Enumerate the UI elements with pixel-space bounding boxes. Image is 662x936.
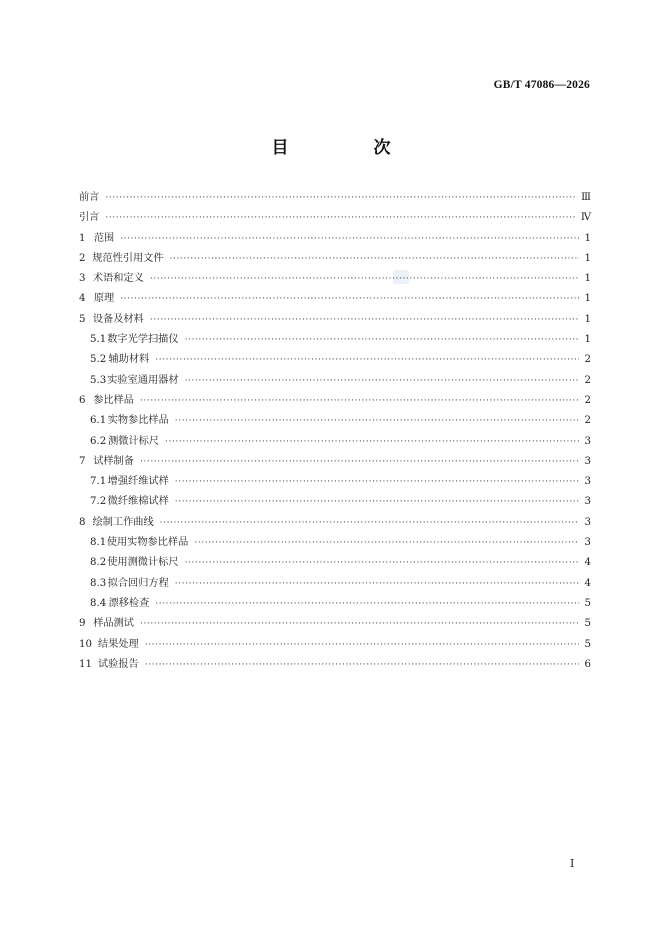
- toc-entry-label: 结果处理: [97, 638, 139, 650]
- toc-leader-dots: [175, 472, 579, 492]
- toc-entry-page: 2: [584, 415, 591, 427]
- toc-entry-label: 漂移检查: [108, 597, 150, 609]
- toc-entry-label: 设备及材料: [92, 313, 144, 325]
- toc-entry-label: 绘制工作曲线: [92, 516, 154, 528]
- toc-entry-label: 辅助材料: [108, 354, 150, 366]
- toc-entry-page: 4: [584, 557, 591, 569]
- toc-leader-dots: [185, 371, 579, 391]
- toc-entry-label: 数字光学扫描仪: [107, 334, 179, 346]
- toc-entry-page: 1: [584, 252, 591, 264]
- toc-entry-label: 样品测试: [93, 618, 134, 630]
- toc-entry-label: 术语和定义: [92, 273, 144, 285]
- toc-leader-dots: [160, 513, 579, 533]
- toc-entry-page: 1: [584, 313, 591, 325]
- toc-leader-dots: [140, 452, 579, 472]
- toc-entry-label: 前言: [79, 192, 100, 203]
- toc-entry-number: 8.3: [90, 577, 107, 589]
- toc-leader-dots: [175, 411, 579, 431]
- page-number: I: [570, 857, 575, 870]
- toc-entry[interactable]: [79, 310, 591, 330]
- toc-entry-number: 5.2: [90, 354, 107, 366]
- toc-leader-dots: [120, 229, 579, 249]
- toc-entry[interactable]: [79, 330, 591, 350]
- toc-entry-page: 3: [584, 435, 591, 447]
- toc-entry[interactable]: [79, 655, 591, 675]
- toc-leader-dots: [145, 655, 579, 675]
- toc-entry-number: 5: [79, 313, 86, 325]
- toc-entry-label: 试验报告: [97, 658, 139, 670]
- toc-entry-page: 3: [584, 455, 591, 467]
- toc-entry-page: 4: [584, 577, 591, 589]
- toc-leader-dots: [150, 269, 579, 289]
- toc-entry-page: 2: [584, 374, 591, 386]
- toc-entry-number: 3: [79, 273, 86, 285]
- toc-leader-dots: [105, 188, 577, 208]
- toc-entry[interactable]: [79, 492, 591, 512]
- toc-entry[interactable]: [79, 371, 591, 391]
- toc-entry-page: 1: [584, 232, 591, 244]
- toc-entry[interactable]: [79, 411, 591, 431]
- toc-entry-label: 原理: [93, 293, 115, 305]
- toc-entry[interactable]: [79, 513, 591, 533]
- toc-entry-label: 参比样品: [93, 394, 134, 406]
- toc-entry[interactable]: [79, 249, 591, 269]
- toc-leader-dots: [145, 635, 579, 655]
- toc-entry[interactable]: [79, 472, 591, 492]
- toc-entry-page: 3: [584, 516, 591, 528]
- table-of-contents: [79, 188, 591, 675]
- toc-entry[interactable]: [79, 269, 591, 289]
- toc-entry[interactable]: [79, 432, 591, 452]
- toc-leader-dots: [150, 310, 579, 330]
- toc-entry[interactable]: [79, 553, 591, 573]
- toc-entry-label: 增强纤维试样: [107, 476, 169, 488]
- toc-entry-number: 6.1: [90, 415, 107, 427]
- toc-entry[interactable]: [79, 533, 591, 553]
- toc-entry-label: 实物参比样品: [107, 415, 169, 427]
- toc-entry-page: Ⅲ: [581, 192, 591, 203]
- standard-code: GB/T 47086—2026: [493, 79, 590, 91]
- toc-leader-dots: [105, 208, 576, 228]
- toc-entry[interactable]: [79, 289, 591, 309]
- toc-entry-number: 4: [79, 293, 86, 305]
- toc-entry-label: 拟合回归方程: [107, 577, 169, 589]
- toc-entry-label: 微纤维棉试样: [107, 496, 169, 508]
- toc-entry-number: 7.2: [90, 496, 107, 508]
- toc-entry-number: 7: [79, 455, 86, 467]
- toc-entry-label: 使用实物参比样品: [106, 537, 189, 549]
- toc-entry[interactable]: [79, 391, 591, 411]
- toc-entry-number: 5.3: [90, 374, 107, 386]
- toc-entry-number: 7.1: [90, 476, 107, 488]
- toc-entry-number: 8.4: [90, 597, 107, 609]
- toc-entry-page: 1: [584, 273, 591, 285]
- toc-leader-dots: [170, 249, 579, 269]
- toc-leader-dots: [155, 350, 579, 370]
- toc-entry-page: 3: [584, 496, 591, 508]
- toc-entry[interactable]: [79, 208, 591, 228]
- toc-entry-number: 10: [79, 638, 92, 650]
- toc-entry-label: 测微计标尺: [108, 435, 160, 447]
- toc-entry[interactable]: [79, 350, 591, 370]
- toc-entry-label: 引言: [79, 212, 100, 224]
- toc-entry-label: 范围: [93, 232, 115, 244]
- toc-entry[interactable]: [79, 635, 591, 655]
- toc-entry[interactable]: [79, 614, 591, 634]
- toc-entry-label: 使用测微计标尺: [107, 557, 179, 569]
- page-title: 目 次: [271, 138, 425, 158]
- toc-leader-dots: [175, 574, 579, 594]
- toc-entry-label: 实验室通用器材: [107, 374, 179, 386]
- toc-leader-dots: [140, 614, 579, 634]
- toc-entry-page: 2: [584, 394, 591, 406]
- toc-entry-number: 9: [79, 618, 86, 630]
- toc-entry-page: 6: [584, 658, 591, 670]
- toc-entry-number: 6: [79, 394, 86, 406]
- toc-entry-number: 2: [79, 252, 86, 264]
- toc-entry-page: 1: [584, 293, 591, 305]
- toc-entry-page: 3: [584, 537, 591, 549]
- toc-entry[interactable]: [79, 229, 591, 249]
- toc-leader-dots: [165, 432, 579, 452]
- toc-entry-page: 5: [584, 638, 591, 650]
- toc-leader-dots: [175, 492, 579, 512]
- toc-entry-number: 8.2: [90, 557, 107, 569]
- toc-entry-label: 试样制备: [93, 455, 134, 467]
- toc-entry-number: 5.1: [90, 334, 107, 346]
- toc-entry-page: 5: [584, 618, 591, 630]
- toc-entry[interactable]: [79, 574, 591, 594]
- toc-leader-dots: [120, 289, 579, 309]
- toc-entry-number: 1: [79, 232, 86, 244]
- toc-leader-dots: [155, 594, 579, 614]
- toc-entry-page: 2: [584, 354, 591, 366]
- toc-entry[interactable]: [79, 452, 591, 472]
- toc-leader-dots: [140, 391, 579, 411]
- toc-leader-dots: [194, 533, 579, 553]
- toc-entry[interactable]: [79, 188, 591, 208]
- toc-entry-page: 5: [584, 597, 591, 609]
- toc-entry-page: Ⅳ: [580, 212, 591, 224]
- toc-entry-label: 规范性引用文件: [92, 252, 164, 264]
- toc-entry-number: 8.1: [90, 537, 107, 549]
- toc-leader-dots: [185, 553, 579, 573]
- toc-entry-page: 3: [584, 476, 591, 488]
- toc-entry-number: 11: [79, 658, 92, 670]
- toc-entry-page: 1: [584, 334, 591, 346]
- toc-entry-number: 6.2: [90, 435, 107, 447]
- toc-entry-number: 8: [79, 516, 86, 528]
- toc-entry[interactable]: [79, 594, 591, 614]
- toc-leader-dots: [185, 330, 579, 350]
